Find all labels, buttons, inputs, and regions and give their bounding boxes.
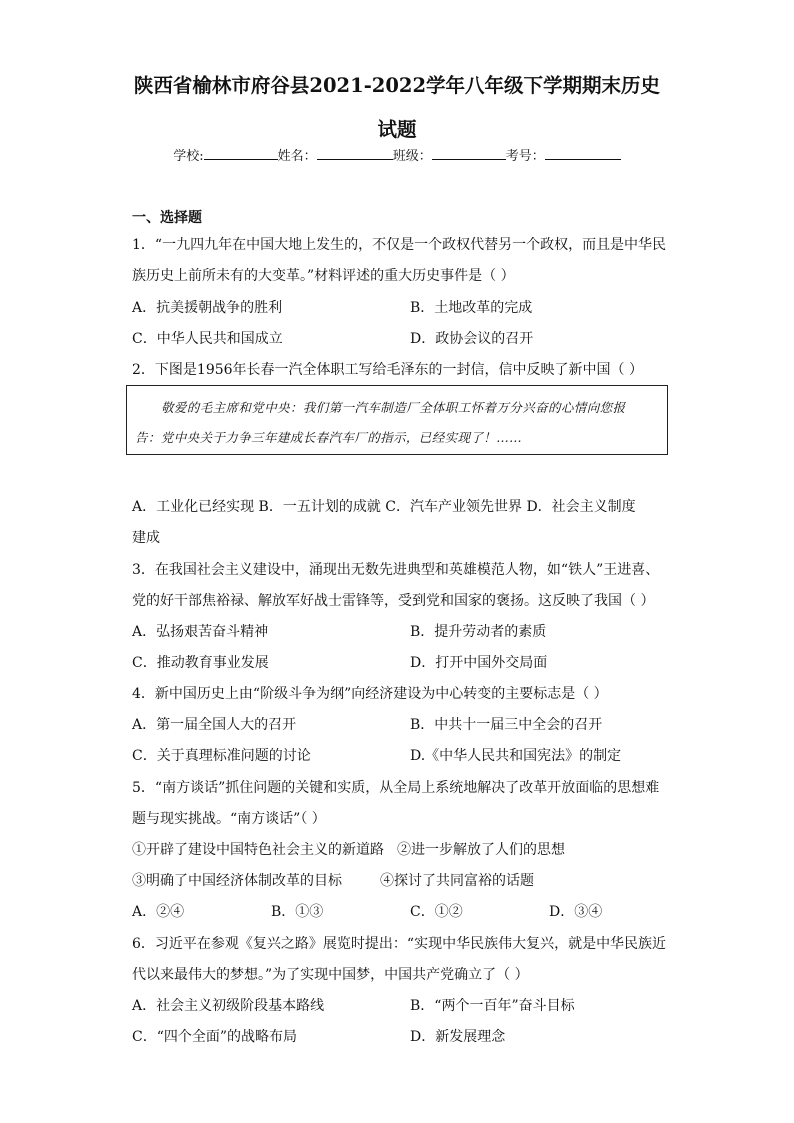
q6-option-b: B．“两个一百年”奋斗目标 (410, 998, 575, 1014)
q3-option-c: C．推动教育事业发展 (132, 655, 269, 671)
school-blank[interactable] (204, 147, 278, 160)
q1-option-b: B．土地改革的完成 (410, 300, 533, 316)
q5-statement-1: ①开辟了建设中国特色社会主义的新道路 (132, 842, 384, 858)
q5-option-c: C．①② (410, 904, 463, 920)
q6-option-a: A．社会主义初级阶段基本路线 (132, 998, 325, 1014)
letter-line-1: 敬爱的毛主席和党中央：我们第一汽车制造厂全体职工怀着万分兴奋的心情向您报 (161, 400, 626, 415)
q5-option-b: B．①③ (271, 904, 324, 920)
q5-option-a: A．②④ (132, 904, 185, 920)
question-3-text: 3．在我国社会主义建设中，涌现出无数先进典型和英雄模范人物，如“铁人”王进喜、 (132, 562, 660, 578)
question-3-text-cont: 党的好干部焦裕禄、解放军好战士雷锋等，受到党和国家的褒扬。这反映了我国（ ） (132, 593, 655, 609)
q6-option-c: C．“四个全面”的战略布局 (132, 1029, 298, 1045)
number-label: 考号： (505, 149, 545, 164)
section-heading: 一、选择题 (132, 210, 202, 226)
class-label: 班级： (392, 149, 432, 164)
q1-option-d: D．政协会议的召开 (410, 331, 534, 347)
q6-option-d: D．新发展理念 (410, 1029, 506, 1045)
q5-statement-2: ②进一步解放了人们的思想 (397, 842, 565, 858)
letter-line-2: 告：党中央关于力争三年建成长春汽车厂的指示，已经实现了！…… (135, 430, 523, 445)
letter-excerpt-box (126, 385, 668, 455)
q5-statement-4: ④探讨了共同富裕的话题 (380, 873, 534, 889)
name-label: 姓名： (277, 149, 317, 164)
class-blank[interactable] (432, 147, 506, 160)
q4-option-a: A．第一届全国人大的召开 (132, 717, 297, 733)
question-1-text-cont: 族历史上前所未有的大变革。”材料评述的重大历史事件是（ ） (132, 268, 515, 284)
q5-statement-3: ③明确了中国经济体制改革的目标 (132, 873, 342, 889)
question-4-text: 4．新中国历史上由“阶级斗争为纲”向经济建设为中心转变的主要标志是（ ） (132, 686, 608, 702)
question-1-text: 1．“一九四九年在中国大地上发生的，不仅是一个政权代替另一个政权，而且是中华民 (132, 237, 667, 253)
q1-option-a: A．抗美援朝战争的胜利 (132, 300, 283, 316)
school-label: 学校: (173, 149, 204, 164)
q1-option-c: C．中华人民共和国成立 (132, 331, 283, 347)
q3-option-d: D．打开中国外交局面 (410, 655, 548, 671)
student-info-line (0, 145, 794, 164)
q3-option-a: A．弘扬艰苦奋斗精神 (132, 624, 269, 640)
question-2-text: 2．下图是1956年长春一汽全体职工写给毛泽东的一封信，信中反映了新中国（ ） (132, 362, 643, 378)
q2-options: A．工业化已经实现 B．一五计划的成就 C．汽车产业领先世界 D．社会主义制度 (132, 499, 636, 515)
q3-option-b: B．提升劳动者的素质 (410, 624, 547, 640)
question-6-text-cont: 代以来最伟大的梦想。”为了实现中国梦，中国共产党确立了（ ） (132, 967, 529, 983)
question-5-text: 5．“南方谈话”抓住问题的关键和实质，从全局上系统地解决了改革开放面临的思想难 (132, 780, 660, 796)
q4-option-c: C．关于真理标准问题的讨论 (132, 748, 311, 764)
question-6-text: 6．习近平在参观《复兴之路》展览时提出：“实现中华民族伟大复兴，就是中华民族近 (132, 936, 667, 952)
q2-options-cont: 建成 (132, 530, 160, 546)
number-blank[interactable] (545, 147, 621, 160)
name-blank[interactable] (317, 147, 393, 160)
question-5-text-cont: 题与现实挑战。“南方谈话”（ ） (132, 811, 326, 827)
page-title-line2: 试题 (377, 118, 417, 141)
q4-option-b: B．中共十一届三中全会的召开 (410, 717, 603, 733)
page-title-line1: 陕西省榆林市府谷县2021-2022学年八年级下学期期末历史 (133, 74, 661, 97)
q4-option-d: D.《中华人民共和国宪法》的制定 (410, 748, 622, 764)
q5-option-d: D．③④ (549, 904, 603, 920)
